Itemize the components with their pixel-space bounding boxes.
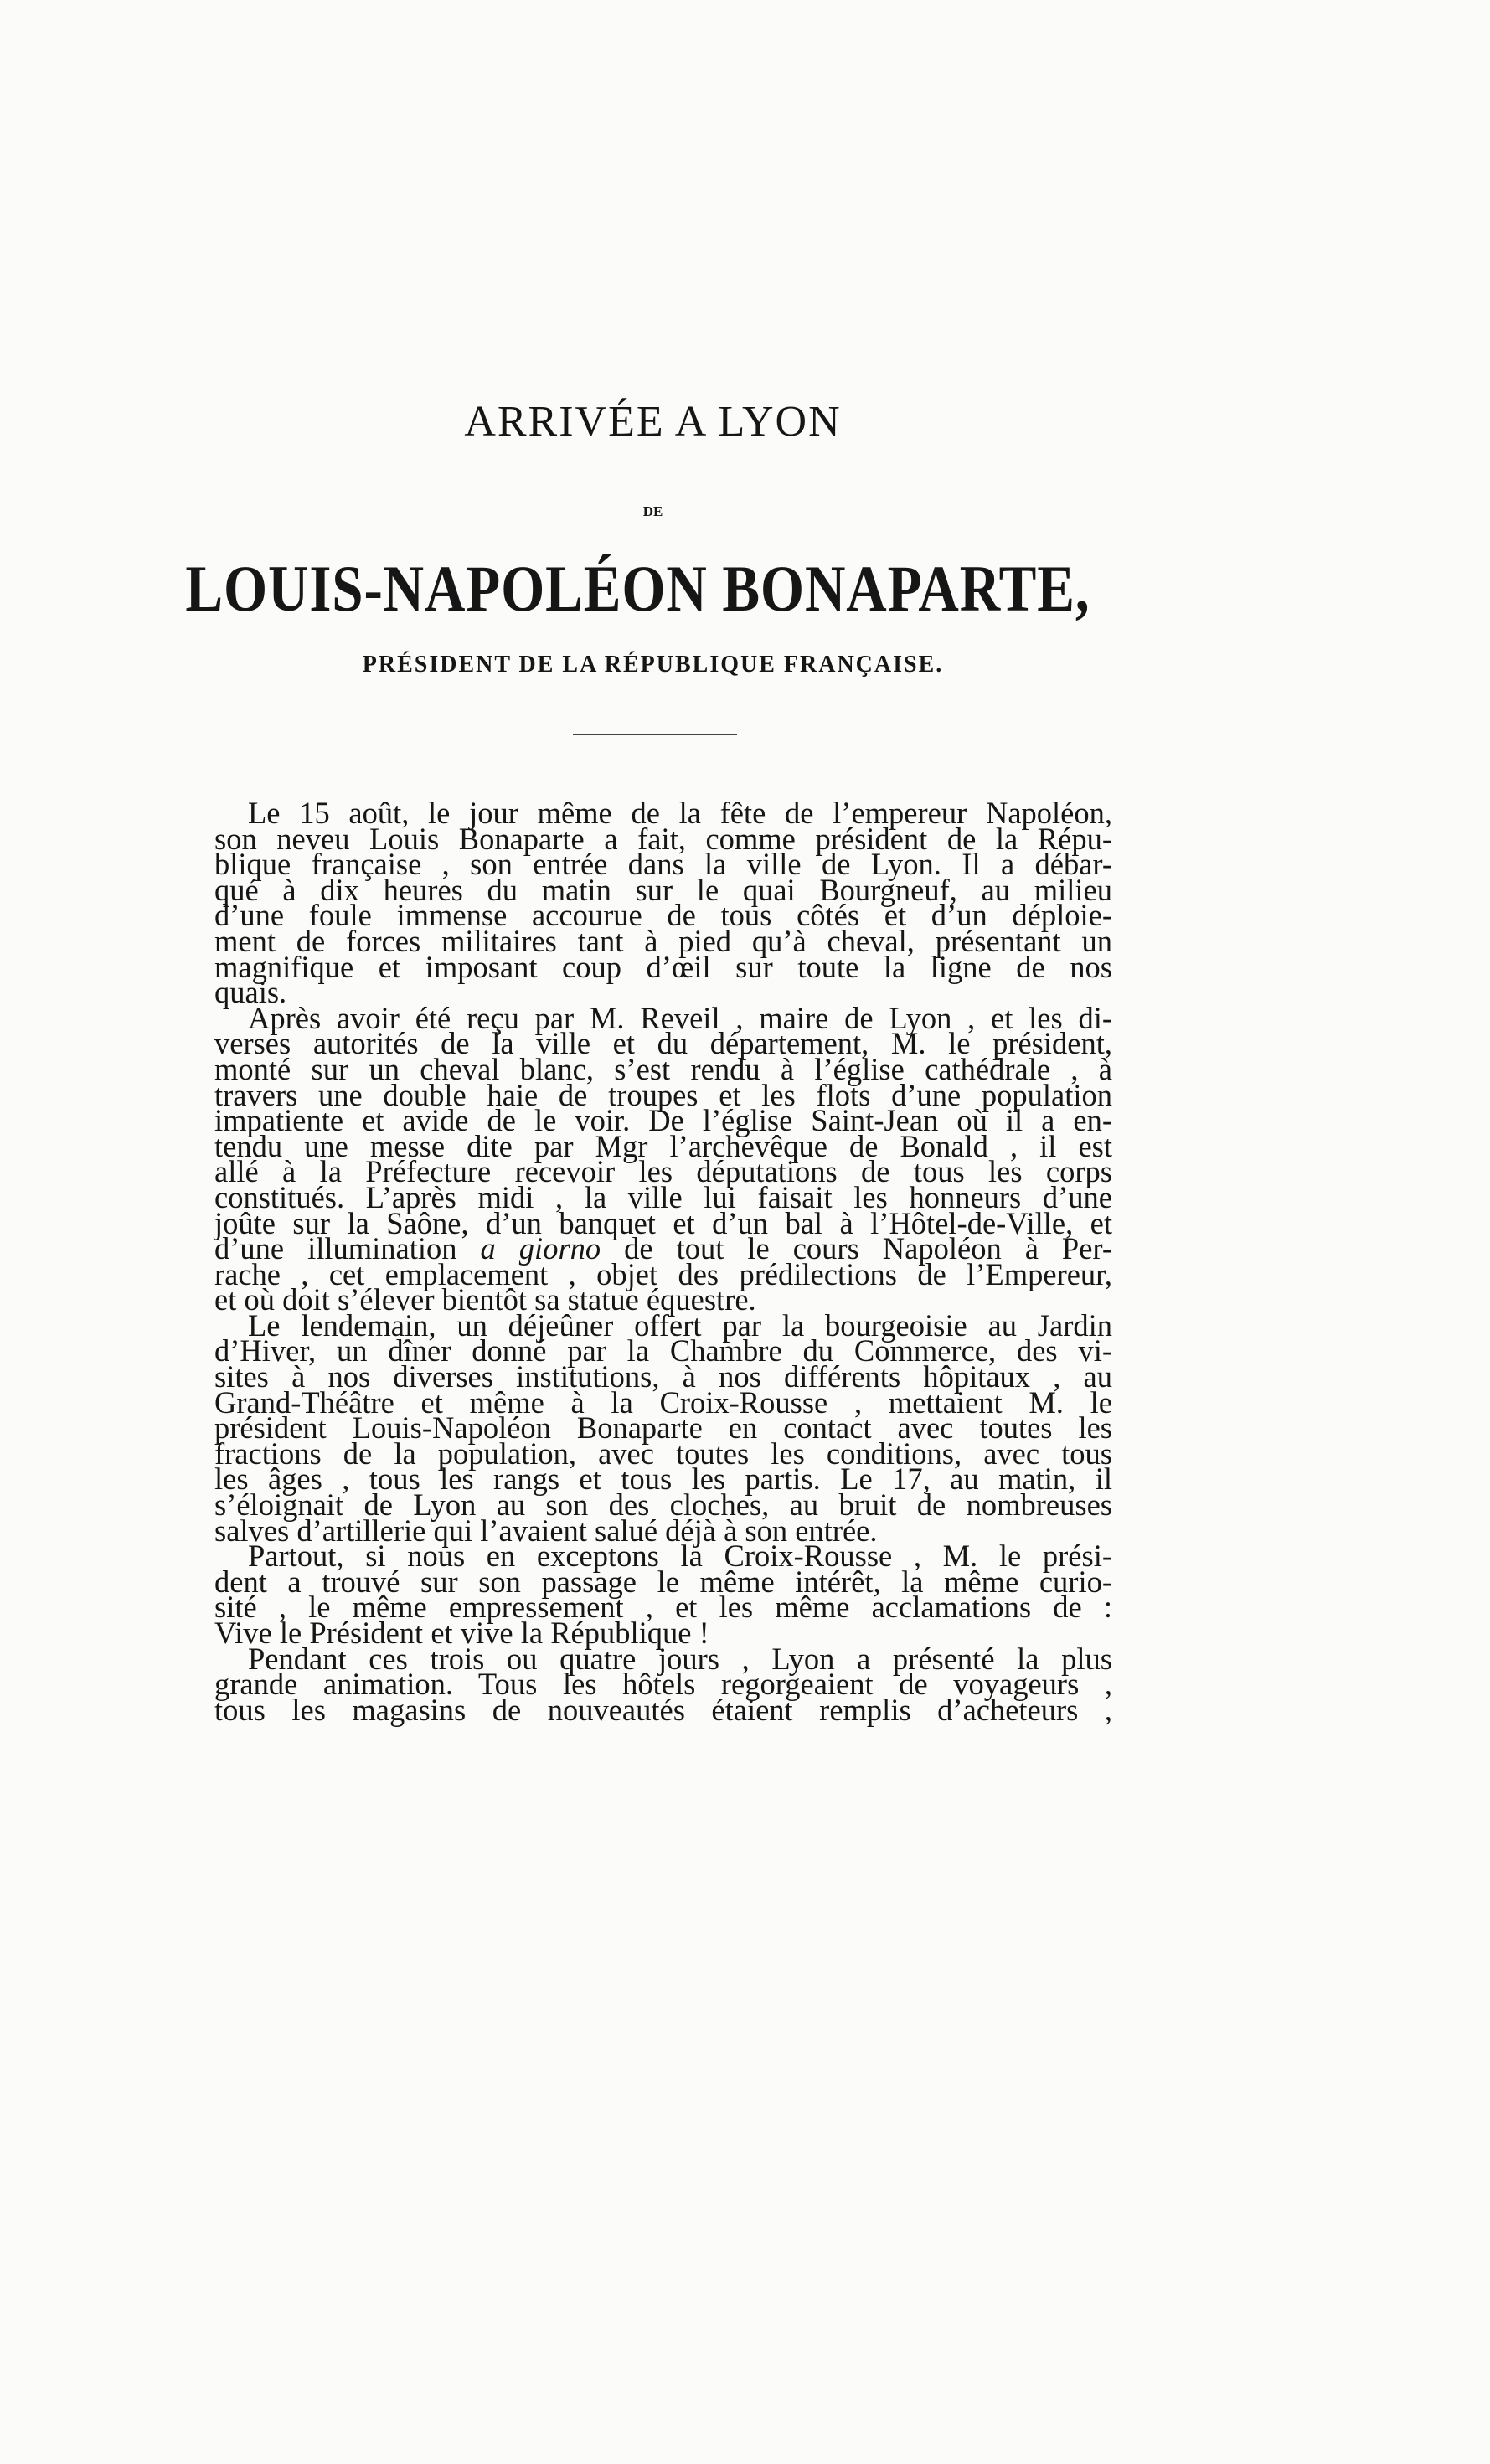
text-line: d’Hiver, un dîner donné par la Chambre du Commerce, des vi- [214,1333,1112,1369]
text-fragment: de tout le cours Napoléon à Per- [601,1231,1112,1266]
text-line: ment de forces militaires tant à pied qu’à cheval, présentant un [214,923,1112,958]
text-line: impatiente et avide de le voir. De l’église Saint-Jean où il a en- [214,1103,1112,1138]
text-line: Après avoir été reçu par M. Reveil , maire de Lyon , et les di- [248,1000,1112,1035]
text-line: d’une foule immense accourue de tous côtés et d’un déploie- [214,898,1112,933]
text-line: monté sur un cheval blanc, s’est rendu à l’église cathédrale , à [214,1051,1112,1086]
text-line: magnifique et imposant coup d’œil sur toute la ligne de nos [214,949,1112,984]
italic-phrase: a giorno [480,1231,601,1266]
text-line: rache , cet emplacement , objet des prédilections de l’Empereur, [214,1256,1112,1291]
main-title: LOUIS-NAPOLÉON BONAPARTE, [185,552,1090,625]
text-line: son neveu Louis Bonaparte a fait, comme président de la Répu- [214,821,1112,856]
subtitle: PRÉSIDENT DE LA RÉPUBLIQUE FRANÇAISE. [362,652,944,678]
text-line: dent a trouvé sur son passage le même intérêt, la même curio- [214,1564,1112,1599]
text-line: quais. [214,975,287,1010]
text-line: verses autorités de la ville et du département, M. le président, [214,1026,1112,1061]
text-line: tous les magasins de nouveautés étaient remplis d’acheteurs , [214,1692,1112,1727]
text-line: fractions de la population, avec toutes les conditions, avec tous [214,1436,1112,1471]
text-line: sites à nos diverses institutions, à nos différents hôpitaux , au [214,1359,1112,1394]
text-line: grande animation. Tous les hôtels regorgeaient de voyageurs , [214,1667,1112,1702]
text-line: qué à dix heures du matin sur le quai Bourgneuf, au milieu [214,872,1112,907]
text-line: salves d’artillerie qui l’avaient salué déjà à son entrée. [214,1513,878,1548]
text-line: Grand-Théâtre et même à la Croix-Rousse , mettaient M. le [214,1384,1112,1420]
text-line: Vive le Président et vive la République ! [214,1616,709,1650]
text-line: joûte sur la Saône, d’un banquet et d’un bal à l’Hôtel-de-Ville, et [214,1205,1112,1240]
text-line: Le 15 août, le jour même de la fête de l’empereur Napoléon, [248,796,1112,830]
title-de: DE [642,503,663,519]
body-text [214,796,1112,1727]
text-line: constitués. L’après midi , la ville lui faisait les honneurs d’une [214,1179,1112,1214]
separator-rule [573,734,737,735]
text-line: allé à la Préfecture recevoir les députations de tous les corps [214,1154,1112,1189]
text-line: tendu une messe dite par Mgr l’archevêque de Bonald , il est [214,1128,1112,1163]
text-line: Le lendemain, un déjeûner offert par la bourgeoisie au Jardin [248,1307,1112,1343]
text-line: sité , le même empressement , et les même acclamations de : [214,1590,1112,1625]
text-line: Pendant ces trois ou quatre jours , Lyon a présenté la plus [248,1641,1112,1676]
text-line: les âges , tous les rangs et tous les partis. Le 17, au matin, il [214,1461,1112,1497]
title-line-1: ARRIVÉE A LYON [464,398,842,446]
text-line: président Louis-Napoléon Bonaparte en contact avec toutes les [214,1410,1112,1446]
text-line: et où doit s’élever bientôt sa statue équestre. [214,1282,756,1317]
text-fragment: d’une illumination [214,1231,481,1266]
text-line: s’éloignait de Lyon au son des cloches, au bruit de nombreuses [214,1487,1112,1523]
text-line: travers une double haie de troupes et les flots d’une population [214,1077,1112,1112]
text-line: Partout, si nous en exceptons la Croix-Rousse , M. le prési- [248,1539,1112,1574]
text-line: blique française , son entrée dans la ville de Lyon. Il a débar- [214,847,1112,882]
